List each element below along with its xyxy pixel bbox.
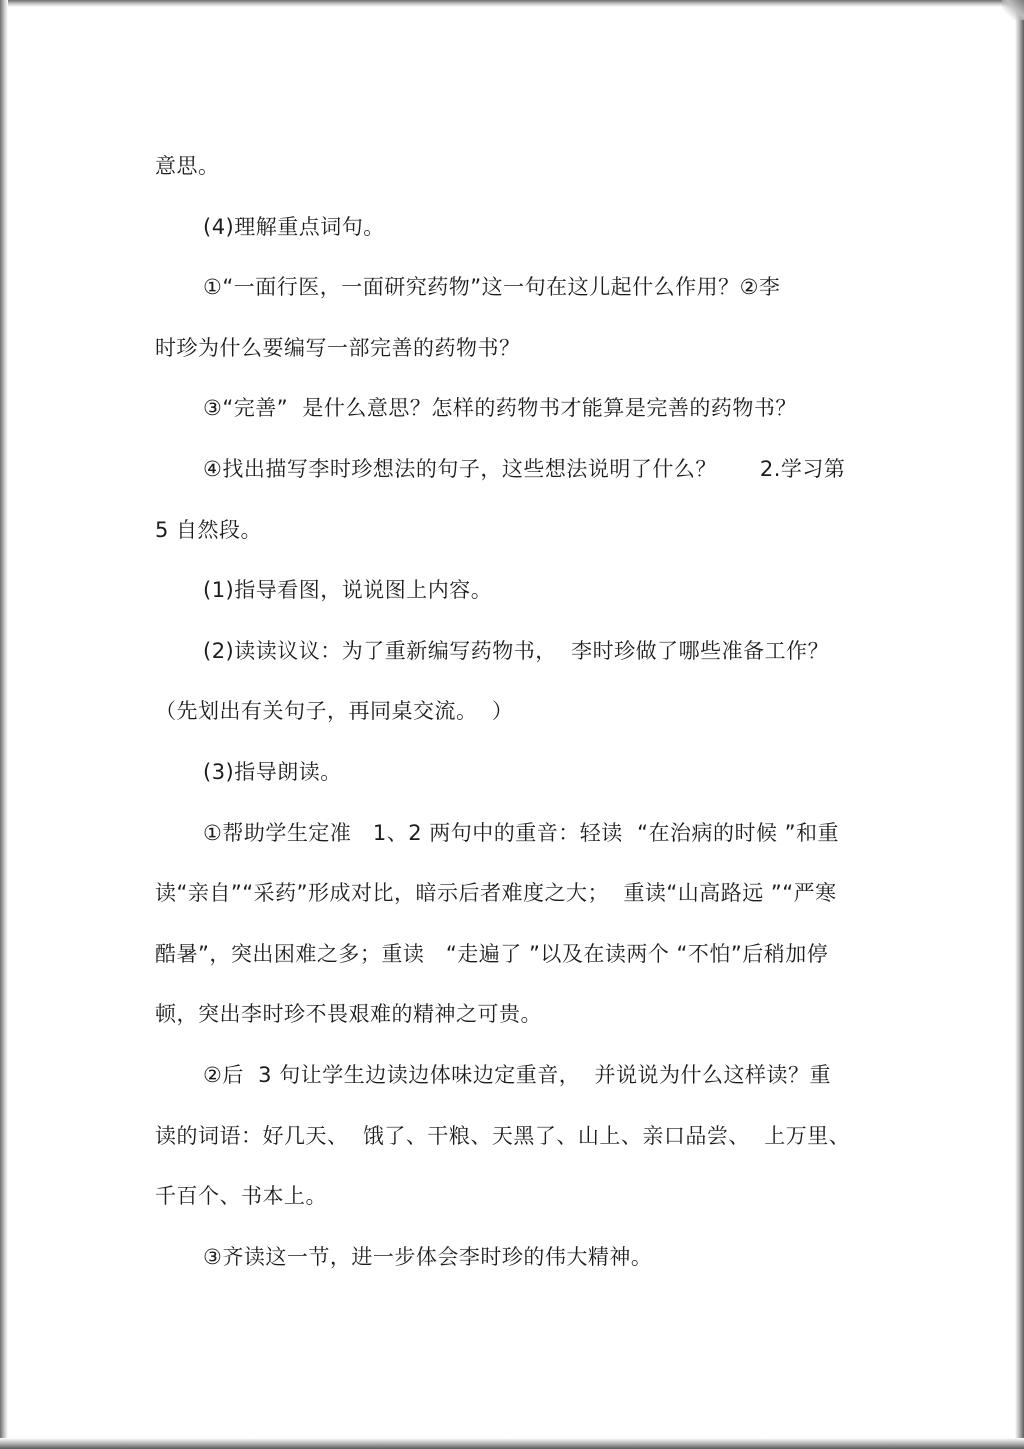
text-line: ①帮助学生定准 1、2 两句中的重音：轻读 “在治病的时候 ”和重	[203, 820, 840, 845]
page-corner-curl	[1002, 0, 1024, 20]
page-edge-right	[1015, 0, 1024, 1449]
text-line: ①“一面行医，一面研究药物”这一句在这儿起什么作用？②李	[203, 275, 781, 300]
document-body	[155, 136, 875, 1287]
text-line: 读“亲自”“采药”形成对比，暗示后者难度之大； 重读“山高路远 ”“严寒	[155, 881, 837, 906]
text-line: (3)指导朗读。	[203, 759, 342, 784]
text-line: (1)指导看图，说说图上内容。	[203, 578, 493, 603]
text-line: 顿，突出李时珍不畏艰难的精神之可贵。	[155, 1002, 542, 1027]
text-line: ③“完善” 是什么意思？怎样的药物书才能算是完善的药物书？	[203, 396, 797, 421]
text-line: ③齐读这一节，进一步体会李时珍的伟大精神。	[203, 1244, 653, 1269]
page-edge-left	[0, 0, 8, 1449]
page-edge-top	[0, 0, 1024, 7]
text-line: ②后 3 句让学生边读边体味边定重音， 并说说为什么这样读？重	[203, 1062, 832, 1087]
page-edge-bottom	[0, 1438, 1024, 1449]
text-line: ④找出描写李时珍想法的句子，这些想法说明了什么？ 2.学习第	[203, 456, 846, 481]
text-line: 意思。	[155, 154, 220, 178]
text-line: (4)理解重点词句。	[203, 214, 385, 239]
text-line: 千百个、书本上。	[155, 1184, 327, 1209]
text-line: 5 自然段。	[155, 517, 263, 542]
text-line: 时珍为什么要编写一部完善的药物书？	[155, 335, 521, 360]
text-line: (2)读读议议：为了重新编写药物书， 李时珍做了哪些准备工作？	[203, 638, 830, 663]
text-line: （先划出有关句子，再同桌交流。 ）	[155, 699, 514, 724]
text-line: 酷暑”，突出困难之多；重读 “走遍了 ”以及在读两个 “不怕”后稍加停	[155, 941, 829, 966]
text-line: 读的词语：好几天、 饿了、干粮、天黑了、山上、亲口品尝、 上万里、	[155, 1123, 851, 1148]
